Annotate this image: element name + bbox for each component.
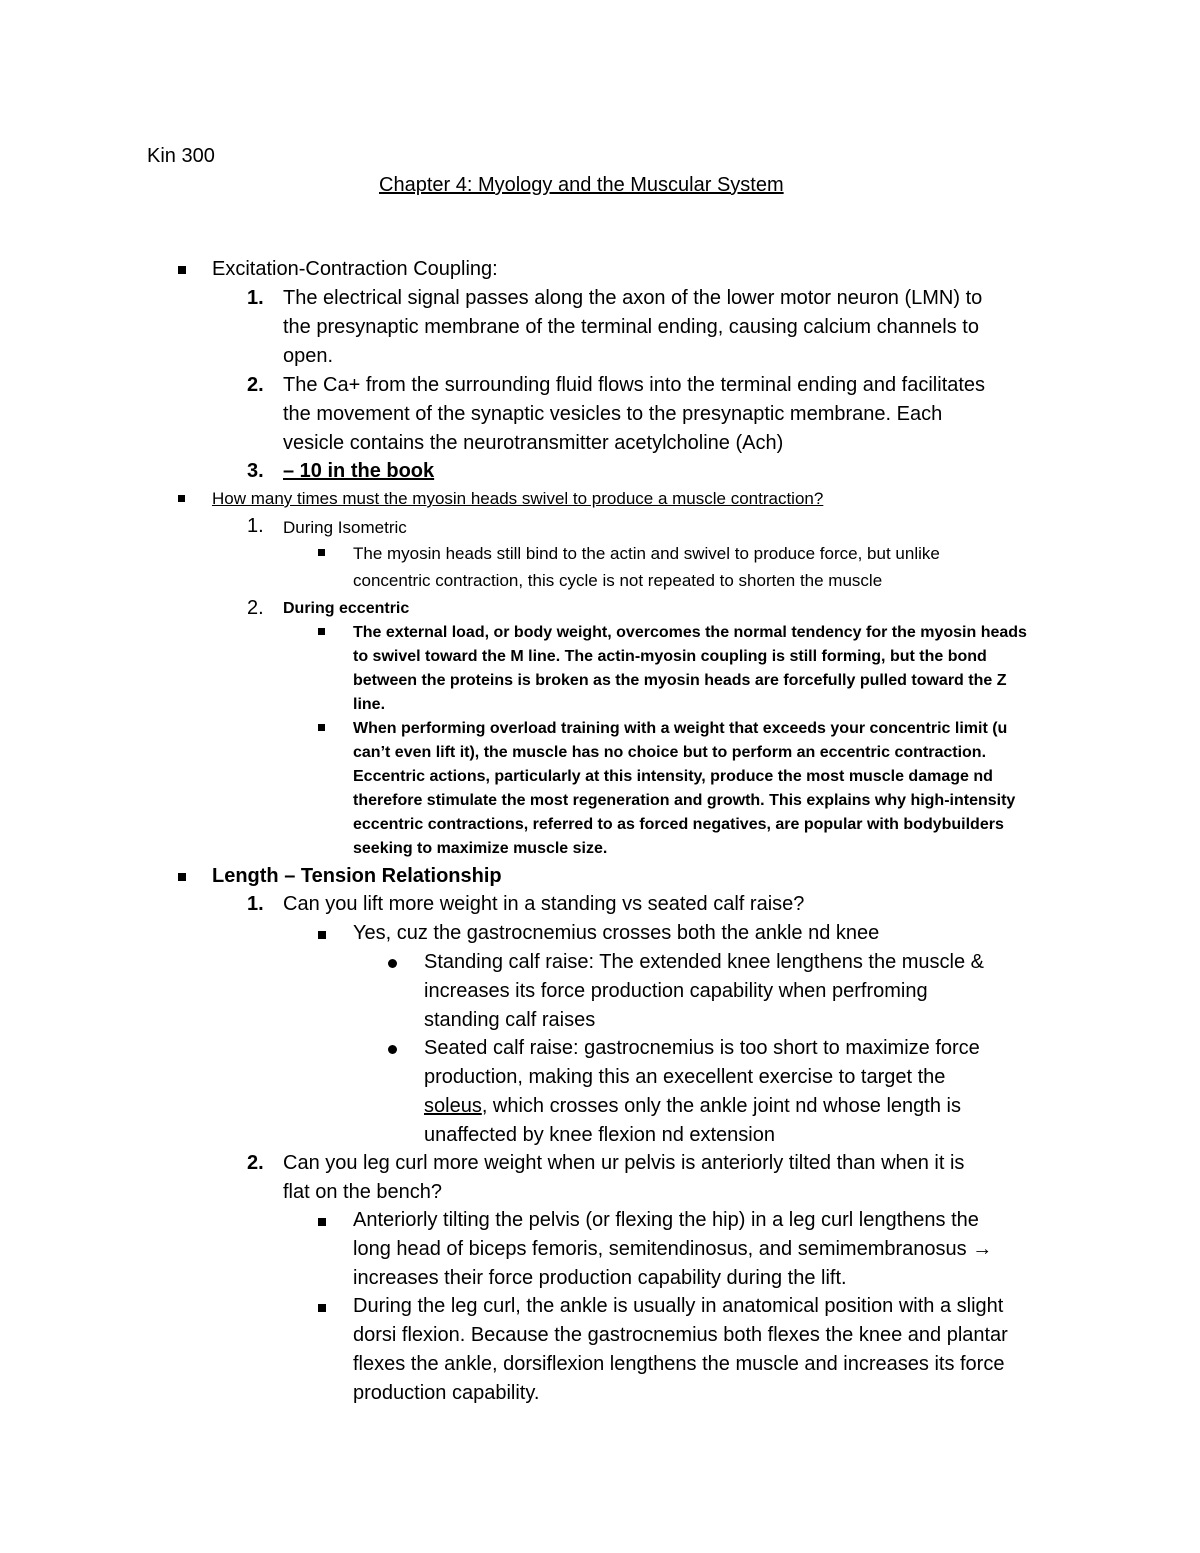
bullet-text: increases their force production capability during the lift.: [353, 1267, 847, 1289]
sub-bullet-text: Seated calf raise: gastrocnemius is too short to maximize force: [424, 1037, 980, 1059]
list-item-text: open.: [283, 345, 334, 367]
list-number: 2.: [247, 374, 264, 396]
term-soleus: soleus: [424, 1095, 482, 1117]
bullet-text: Anteriorly tilting the pelvis (or flexing the hip) in a leg curl lengthens the: [353, 1209, 979, 1231]
bullet-square-icon: [178, 873, 186, 881]
bullet-text: The myosin heads still bind to the actin and swivel to produce force, but unlike: [353, 544, 940, 563]
bullet-square-icon: [318, 1304, 326, 1312]
section-heading-myosin-swivel: How many times must the myosin heads swivel to produce a muscle contraction?: [212, 489, 824, 508]
sub-bullet-text: [424, 1095, 961, 1118]
list-item-text: The Ca+ from the surrounding fluid flows into the terminal ending and facilitates: [283, 374, 986, 396]
bullet-square-icon: [318, 724, 325, 731]
sub-bullet-text: unaffected by knee flexion nd extension: [424, 1124, 775, 1146]
list-item-text: flat on the bench?: [283, 1181, 443, 1203]
list-item-text: vesicle contains the neurotransmitter acetylcholine (Ach): [283, 432, 784, 454]
bullet-text: Yes, cuz the gastrocnemius crosses both the ankle nd knee: [353, 922, 880, 944]
bullet-square-icon: [178, 266, 186, 274]
sub-bullet-text: increases its force production capability when perfroming: [424, 980, 928, 1002]
bullet-text: eccentric contractions, referred to as forced negatives, are popular with bodybuilders: [353, 816, 1004, 833]
sub-bullet-text: production, making this an execellent exercise to target the: [424, 1066, 946, 1088]
bullet-text: During the leg curl, the ankle is usually in anatomical position with a slight: [353, 1295, 1004, 1317]
bullet-square-icon: [318, 549, 325, 556]
sub-bullet-text: standing calf raises: [424, 1009, 596, 1031]
bullet-text: When performing overload training with a weight that exceeds your concentric limit (u: [353, 720, 1008, 737]
list-item-text: Can you leg curl more weight when ur pelvis is anteriorly tilted than when it is: [283, 1152, 965, 1174]
list-number: 1.: [247, 515, 264, 537]
bullet-text: long head of biceps femoris, semitendinosus, and semimembranosus →: [353, 1238, 993, 1260]
list-item-text: the movement of the synaptic vesicles to the presynaptic membrane. Each: [283, 403, 943, 425]
list-item-text: – 10 in the book: [283, 460, 435, 482]
bullet-text: The external load, or body weight, overcomes the normal tendency for the myosin heads: [353, 624, 1027, 641]
course-code: Kin 300: [147, 145, 215, 167]
bullet-text: production capability.: [353, 1382, 540, 1404]
bullet-text: to swivel toward the M line. The actin-myosin coupling is still forming, but the bond: [353, 648, 987, 665]
bullet-dot-icon: [388, 1045, 397, 1054]
bullet-text: seeking to maximize muscle size.: [353, 840, 608, 857]
bullet-dot-icon: [388, 959, 397, 968]
list-item-text: During eccentric: [283, 600, 410, 617]
bullet-square-icon: [318, 1218, 326, 1226]
list-item-text: the presynaptic membrane of the terminal ending, causing calcium channels to: [283, 316, 979, 338]
list-number: 2.: [247, 597, 264, 619]
list-number: 3.: [247, 460, 264, 482]
list-number: 2.: [247, 1152, 264, 1174]
page-title: Chapter 4: Myology and the Muscular System: [379, 174, 784, 196]
bullet-text: dorsi flexion. Because the gastrocnemius both flexes the knee and plantar: [353, 1324, 1008, 1346]
bullet-square-icon: [318, 628, 325, 635]
bullet-text: line.: [353, 696, 386, 713]
list-item-text: During Isometric: [283, 518, 407, 537]
list-item-text: Can you lift more weight in a standing vs seated calf raise?: [283, 893, 805, 915]
section-heading-ec-coupling: Excitation-Contraction Coupling:: [212, 258, 498, 280]
bullet-text: therefore stimulate the most regeneration and growth. This explains why high-intensity: [353, 792, 1016, 809]
bullet-text: can’t even lift it), the muscle has no choice but to perform an eccentric contraction.: [353, 744, 987, 761]
sub-bullet-text-rest: , which crosses only the ankle joint nd whose length is: [481, 1095, 961, 1117]
bullet-text: concentric contraction, this cycle is not repeated to shorten the muscle: [353, 571, 883, 590]
section-heading-length-tension: Length – Tension Relationship: [212, 865, 502, 887]
sub-bullet-text: Standing calf raise: The extended knee lengthens the muscle &: [424, 951, 984, 973]
list-number: 1.: [247, 893, 264, 915]
bullet-text: flexes the ankle, dorsiflexion lengthens the muscle and increases its force: [353, 1353, 1005, 1375]
list-item-text: The electrical signal passes along the axon of the lower motor neuron (LMN) to: [283, 287, 983, 309]
bullet-square-icon: [178, 495, 185, 502]
bullet-text: Eccentric actions, particularly at this intensity, produce the most muscle damage nd: [353, 768, 993, 785]
bullet-square-icon: [318, 931, 326, 939]
bullet-text: between the proteins is broken as the myosin heads are forcefully pulled toward the Z: [353, 672, 1007, 689]
list-number: 1.: [247, 287, 264, 309]
